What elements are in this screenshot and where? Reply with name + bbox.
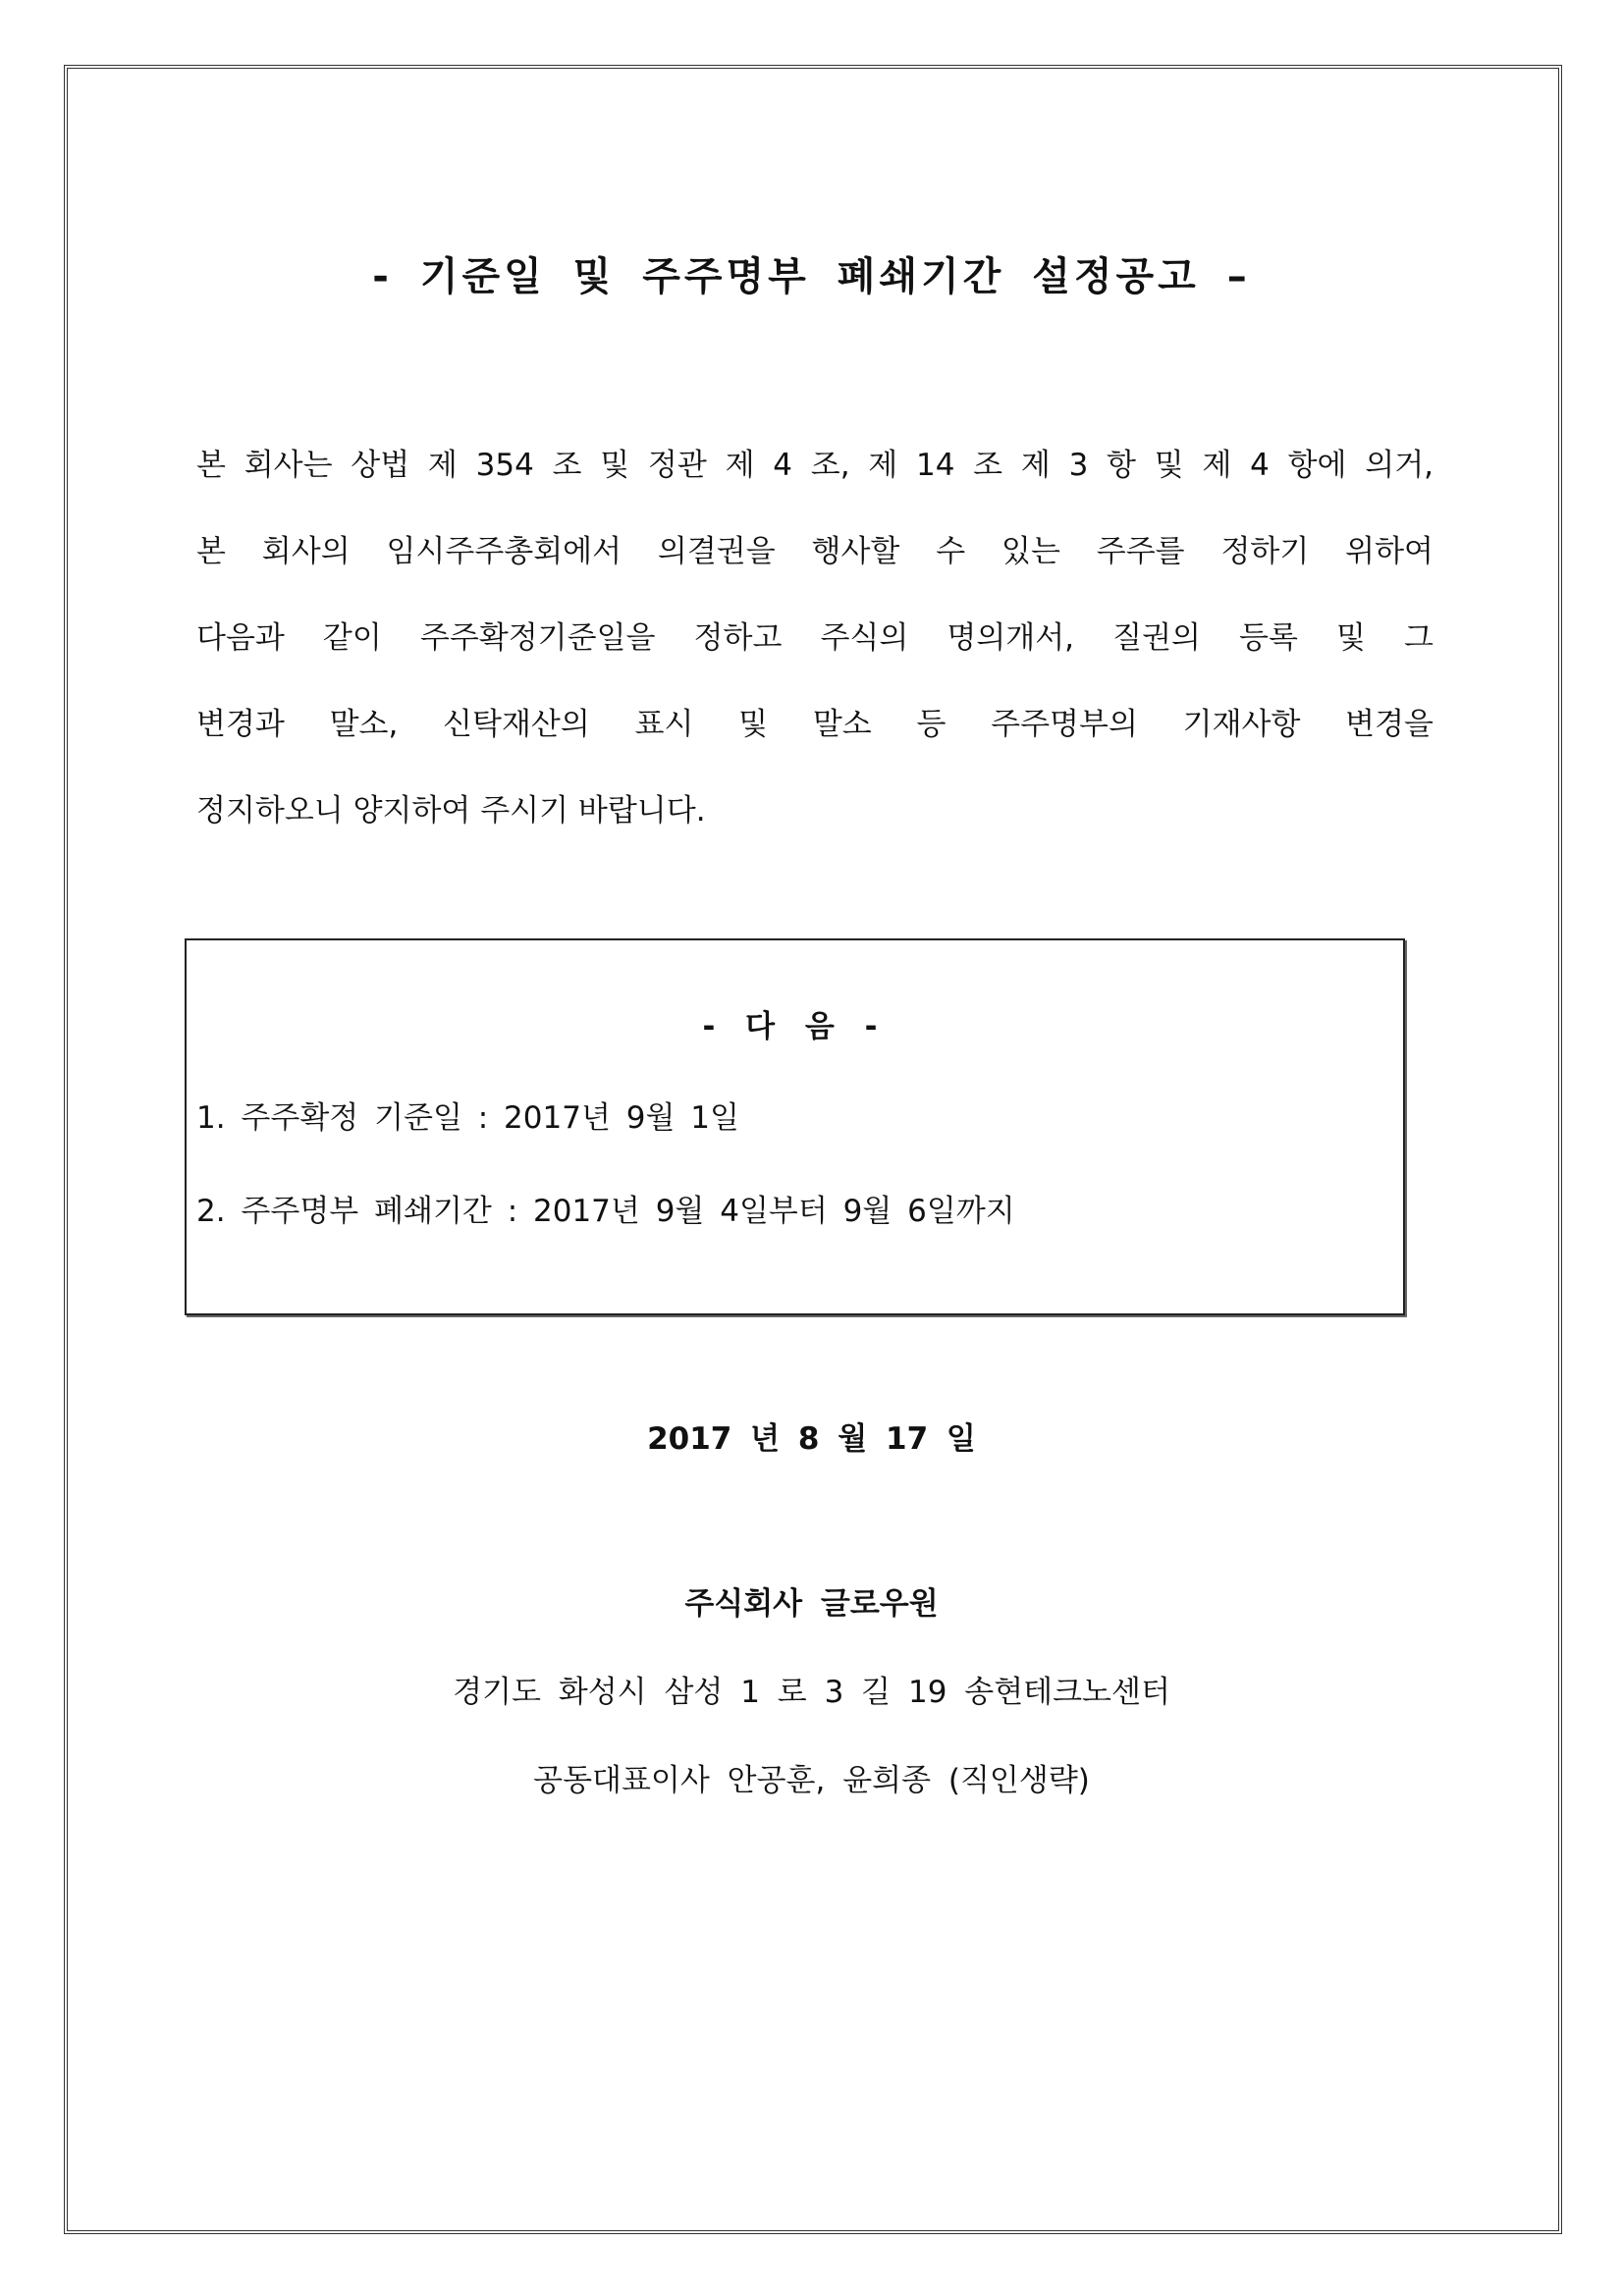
body-line: 변경과 말소, 신탁재산의 표시 및 말소 등 주주명부의 기재사항 변경을 <box>196 707 1434 742</box>
body-line: 다음과 같이 주주확정기준일을 정하고 주식의 명의개서, 질권의 등록 및 그 <box>196 620 1434 656</box>
company-address: 경기도 화성시 삼성 1 로 3 길 19 송현테크노센터 <box>453 1675 1170 1710</box>
record-date-item: 1. 주주확정 기준일 : 2017년 9월 1일 <box>196 1100 739 1136</box>
body-line: 본 회사는 상법 제 354 조 및 정관 제 4 조, 제 14 조 제 3 항 및 제 4 항에 의거, <box>196 448 1434 483</box>
notice-date: 2017 년 8 월 17 일 <box>647 1421 976 1457</box>
company-name: 주식회사 글로우원 <box>684 1586 939 1622</box>
body-line: 정지하오니 양지하여 주시기 바랍니다. <box>196 793 706 828</box>
notice-details-box <box>185 938 1405 1315</box>
notice-title: - 기준일 및 주주명부 폐쇄기간 설정공고 – <box>372 254 1251 299</box>
body-line: 본 회사의 임시주주총회에서 의결권을 행사할 수 있는 주주를 정하기 위하여 <box>196 534 1434 569</box>
details-heading: - 다 음 - <box>702 1009 888 1044</box>
company-representative: 공동대표이사 안공훈, 윤희종 (직인생략) <box>533 1763 1090 1798</box>
closure-period-item: 2. 주주명부 폐쇄기간 : 2017년 9월 4일부터 9월 6일까지 <box>196 1194 1015 1229</box>
notice-body <box>196 422 1434 854</box>
